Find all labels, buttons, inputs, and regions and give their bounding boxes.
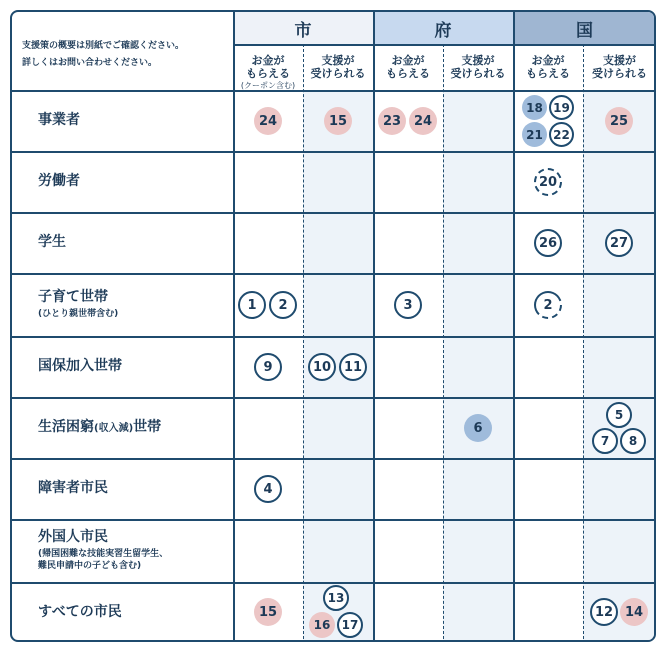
item-number-badge[interactable]: 15: [324, 107, 352, 135]
item-number-badge[interactable]: 26: [534, 229, 562, 257]
item-number-badge[interactable]: 17: [337, 612, 363, 638]
item-number-badge[interactable]: 2: [534, 291, 562, 319]
note-line-2: 詳しくはお問い合わせください。: [22, 58, 158, 68]
subheader-coupon-note: (クーポン含む): [240, 81, 296, 90]
grid-line: [12, 212, 656, 214]
item-number-badge[interactable]: 19: [549, 95, 574, 120]
row-label-foreign-citizens: [12, 519, 233, 582]
subheader-money-a: お金が: [251, 54, 285, 67]
shade-pref-support: [443, 90, 513, 642]
item-number-badge[interactable]: 1: [238, 291, 266, 319]
item-number-badge[interactable]: 24: [409, 107, 437, 135]
subheader-support-b: 受けられる: [310, 67, 366, 80]
item-number-badge[interactable]: 27: [605, 229, 633, 257]
group-header-nation: 国: [513, 12, 656, 44]
grid-line: [12, 397, 656, 399]
item-number-badge[interactable]: 23: [378, 107, 406, 135]
subheader-support-a: 支援が: [603, 54, 636, 67]
row-label-part: 世帯: [133, 418, 162, 435]
subheader-money-a: お金が: [391, 54, 425, 67]
row-label-part: 生活困窮: [38, 418, 94, 435]
row-label-workers: [12, 151, 233, 212]
subheader-pref-money: [373, 44, 443, 90]
grid-line-dashed: [583, 44, 584, 642]
grid-line: [12, 458, 656, 460]
row-label-subtext: (帰国困難な技能実習生留学生、: [38, 549, 169, 559]
item-number-badge[interactable]: 6: [464, 414, 492, 442]
subheader-support-a: 支援が: [461, 54, 495, 67]
row-label-text: [38, 419, 233, 437]
item-number-badge[interactable]: 21: [522, 122, 547, 147]
row-label-text: すべての市民: [38, 603, 122, 620]
row-label-subtext-2: 難民申請中の子ども含む): [38, 561, 142, 571]
row-label-text: 国保加入世帯: [38, 358, 122, 374]
group-header-city: 市: [233, 12, 373, 44]
shade-nation-support: [583, 90, 656, 642]
item-number-badge[interactable]: 7: [592, 428, 618, 454]
grid-line: [12, 519, 656, 521]
grid-line: [233, 44, 656, 46]
row-label-students: [12, 212, 233, 273]
row-label-hardship-households: [12, 397, 233, 458]
subheader-support-b: 受けられる: [450, 67, 506, 80]
row-label-text: 学生: [38, 234, 66, 250]
item-number-badge[interactable]: 25: [605, 107, 633, 135]
item-number-badge[interactable]: 22: [549, 122, 574, 147]
item-number-badge[interactable]: 2: [269, 291, 297, 319]
row-label-subtext: (ひとり親世帯含む): [38, 309, 119, 319]
item-number-badge[interactable]: 14: [620, 598, 648, 626]
grid-line: [12, 582, 656, 584]
grid-line: [233, 12, 235, 642]
subheader-money-b: もらえる: [246, 67, 290, 80]
subheader-city-money: [233, 44, 303, 90]
row-label-text: 子育て世帯: [38, 289, 108, 305]
row-label-text: 障害者市民: [38, 480, 108, 496]
subheader-city-support: [303, 44, 373, 90]
subheader-money-a: お金が: [531, 54, 565, 67]
subheader-money-b: もらえる: [526, 67, 570, 80]
row-label-nhi-households: [12, 336, 233, 397]
row-label-text: 労働者: [38, 173, 80, 189]
row-label-part: (収入減): [94, 422, 134, 434]
item-number-badge[interactable]: 5: [606, 402, 632, 428]
header-note: [22, 38, 232, 72]
group-header-prefecture: 府: [373, 12, 513, 44]
row-label-disabled-citizens: [12, 458, 233, 519]
row-label-all-citizens: [12, 582, 233, 642]
note-line-1: 支援策の概要は別紙でご確認ください。: [22, 41, 185, 51]
item-number-badge[interactable]: 4: [254, 475, 282, 503]
grid-line: [12, 90, 656, 92]
item-number-badge[interactable]: 16: [309, 612, 335, 638]
item-number-badge[interactable]: 18: [522, 95, 547, 120]
grid-line: [12, 336, 656, 338]
item-number-badge[interactable]: 20: [534, 168, 562, 196]
row-label-child-households: [12, 273, 233, 336]
item-number-badge[interactable]: 12: [590, 598, 618, 626]
row-label-business: [12, 90, 233, 151]
item-number-badge[interactable]: 10: [308, 353, 336, 381]
subheader-nation-money: [513, 44, 583, 90]
subheader-nation-support: [583, 44, 656, 90]
item-number-badge[interactable]: 13: [323, 585, 349, 611]
support-matrix-table: [10, 10, 656, 642]
subheader-pref-support: [443, 44, 513, 90]
grid-line: [12, 273, 656, 275]
item-number-badge[interactable]: 9: [254, 353, 282, 381]
item-number-badge[interactable]: 8: [620, 428, 646, 454]
grid-line-dashed: [443, 44, 444, 642]
subheader-money-b: もらえる: [386, 67, 430, 80]
item-number-badge[interactable]: 11: [339, 353, 367, 381]
subheader-support-a: 支援が: [321, 54, 355, 67]
row-label-text: 外国人市民: [38, 529, 108, 545]
item-number-badge[interactable]: 3: [394, 291, 422, 319]
grid-line-dashed: [303, 44, 304, 642]
subheader-support-b: 受けられる: [592, 67, 647, 80]
item-number-badge[interactable]: 15: [254, 598, 282, 626]
grid-line: [513, 12, 515, 642]
grid-line: [373, 12, 375, 642]
grid-line: [12, 151, 656, 153]
item-number-badge[interactable]: 24: [254, 107, 282, 135]
row-label-text: 事業者: [38, 112, 80, 128]
